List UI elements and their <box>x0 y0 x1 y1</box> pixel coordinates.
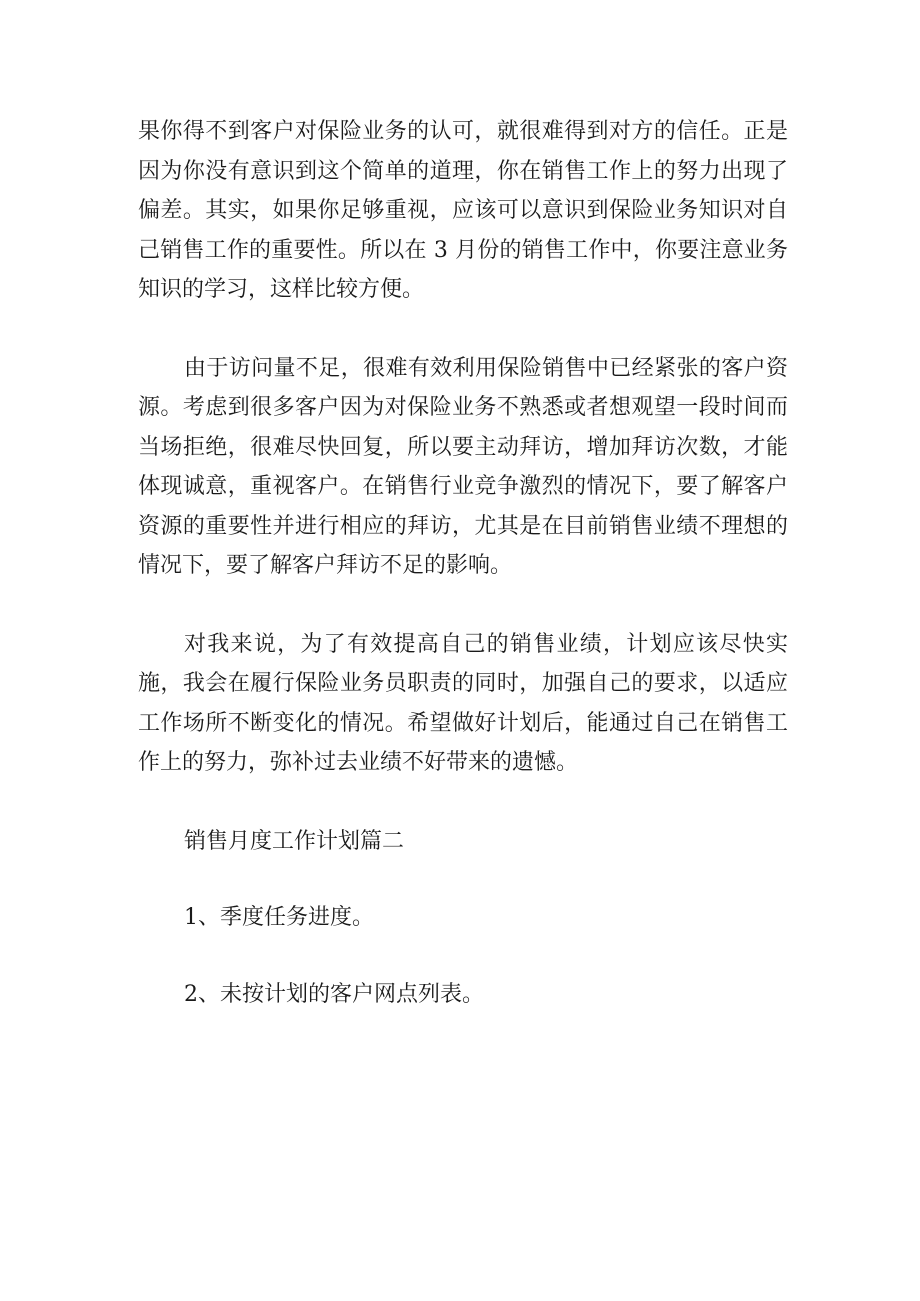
list-item-quarterly-progress: 1、季度任务进度。 <box>184 905 374 930</box>
paragraph-continuation: 果你得不到客户对保险业务的认可，就很难得到对方的信任。正是因为你没有意识到这个简单的道理，你在销售工作上的努力出现了偏差。其实，如果你足够重视，应该可以意识到保险业务知识对自己销售工作的重要性。所以在 3 月份的销售工作中，你要注意业务知识的学习，这样比较方便。 <box>138 119 788 302</box>
document-body <box>138 112 788 1051</box>
paragraph-personal-plan: 对我来说，为了有效提高自己的销售业绩，计划应该尽快实施，我会在履行保险业务员职责的同时，加强自己的要求，以适应工作场所不断变化的情况。希望做好计划后，能通过自己在销售工作上的努力，弥补过去业绩不好带来的遗憾。 <box>138 631 788 775</box>
section-heading: 销售月度工作计划篇二 <box>184 828 405 854</box>
list-item-client-outlets: 2、未按计划的客户网点列表。 <box>184 981 484 1007</box>
paragraph-visit-frequency: 由于访问量不足，很难有效利用保险销售中已经紧张的客户资源。考虑到很多客户因为对保险业务不熟悉或者想观望一段时间而当场拒绝，很难尽快回复，所以要主动拜访，增加拜访次数，才能体现诚意，重视客户。在销售行业竞争激烈的情况下，要了解客户资源的重要性并进行相应的拜访，尤其是在目前销售业绩不理想的情况下，要了解客户拜访不足的影响。 <box>138 355 788 578</box>
